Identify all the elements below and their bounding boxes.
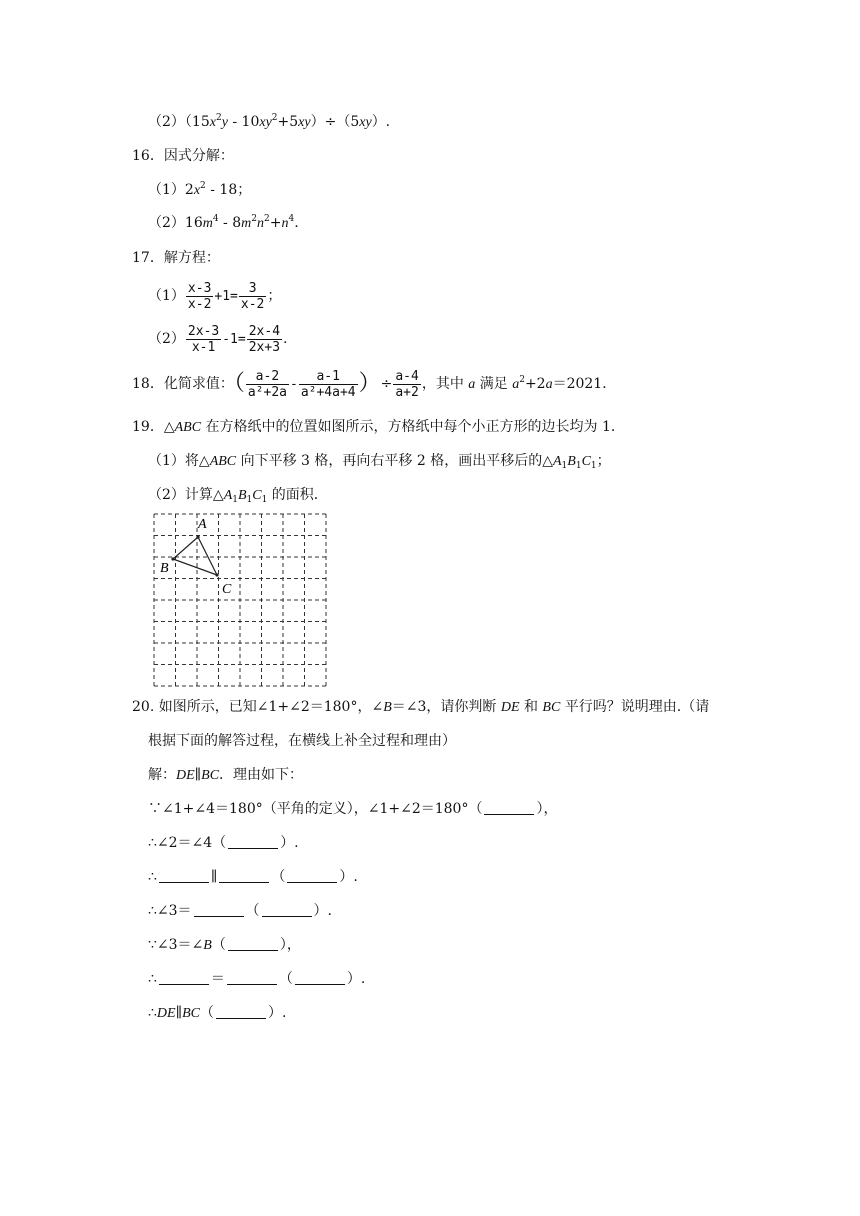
problem-18: 18．化简求值：（ $\frac{a-2}{\text{a²+2a}}$ - $\frac{a-1}{\text{a²+4a+4}}$ ）÷ $\frac{a-4}{a+2}$ ，其中 a 满足 $a^2+2a=2021$． (132, 368, 617, 400)
grid-figure (148, 508, 332, 692)
label-a: A (198, 517, 207, 532)
fraction: $\frac{a-2}{\text{a²+2a}}$ (247, 368, 287, 400)
problem-16-1: $(1)2x^2 - 18$； (148, 181, 252, 198)
answer-blank[interactable] (484, 800, 534, 815)
step-5: ∵∠3＝∠B（ ）， (148, 937, 301, 953)
answer-blank[interactable] (295, 970, 345, 985)
problem-15-2: $(2)(15x^2y - 10xy^2+5xy)\div(5xy)$. (148, 113, 391, 130)
fraction: $\frac{a-1}{\text{a²+4a+4}}$ (300, 368, 356, 400)
answer-blank[interactable] (194, 902, 244, 917)
answer-blank[interactable] (216, 1004, 266, 1019)
answer-blank[interactable] (159, 970, 209, 985)
fraction: $\frac{2x-4}{2x+3}$ (248, 323, 281, 355)
problem-20-instruction: 根据下面的解答过程，在横线上补全过程和理由） (148, 733, 456, 749)
problem-17-2: （2） $\frac{2x-3}{x-1}$ -1= $\frac{2x-4}{2x+3}$ . (148, 323, 288, 355)
fraction: $\frac{a-4}{a+2}$ (395, 368, 419, 400)
solution-intro: 解：DE∥BC．理由如下： (148, 767, 304, 783)
dashed-grid (154, 514, 326, 686)
triangle-abc (173, 537, 217, 575)
problem-16-2: $(2)16m^4 - 8m^2n^2+n^4$. (148, 214, 299, 231)
problem-19-2: （2）计算$\triangle A_1B_1C_1$ 的面积． (148, 487, 328, 505)
label-b: B (160, 561, 169, 576)
step-3: ∴ ∥ （ ）. (148, 869, 358, 885)
point-a (196, 535, 199, 538)
answer-blank[interactable] (228, 834, 278, 849)
answer-blank[interactable] (287, 868, 337, 883)
fraction: $\frac{2x-3}{x-1}$ (187, 323, 220, 355)
problem-20-title: 20. 如图所示，已知∠1+∠2＝180°，∠B＝∠3，请你判断 DE 和 BC 平行吗？说明理由.（请 (132, 699, 710, 715)
point-c (215, 573, 218, 576)
problem-17-title: 17．解方程： (132, 250, 220, 266)
problem-19-title: 19．△ABC 在方格纸中的位置如图所示，方格纸中每个小正方形的边长均为 1． (132, 419, 625, 435)
step-6: ∴ ＝ （ ）. (148, 971, 366, 987)
fraction: $\frac{x-3}{x-2}$ (187, 280, 212, 312)
point-b (171, 557, 174, 560)
answer-blank[interactable] (262, 902, 312, 917)
answer-blank[interactable] (159, 868, 209, 883)
problem-17-1: （1） $\frac{x-3}{x-2}$ +1= $\frac{3}{x-2}$ ； (148, 280, 282, 312)
answer-blank[interactable] (219, 868, 269, 883)
answer-blank[interactable] (227, 970, 277, 985)
step-4: ∴∠3＝ （ ）. (148, 903, 332, 919)
problem-16-title: 16．因式分解： (132, 148, 234, 164)
fraction: $\frac{3}{x-2}$ (240, 280, 265, 312)
label-c: C (222, 582, 232, 597)
answer-blank[interactable] (228, 936, 278, 951)
step-1: ∵∠1+∠4＝180°（平角的定义），∠1+∠2＝180°（ ）， (148, 801, 558, 817)
step-2: ∴∠2＝∠4（ ）. (148, 835, 299, 851)
step-7: ∴DE∥BC（ ）. (148, 1005, 287, 1021)
problem-19-1: （1）将△ABC 向下平移 3 格，再向右平移 2 格，画出平移后的$\triangle A_1B_1C_1$； (148, 453, 611, 471)
